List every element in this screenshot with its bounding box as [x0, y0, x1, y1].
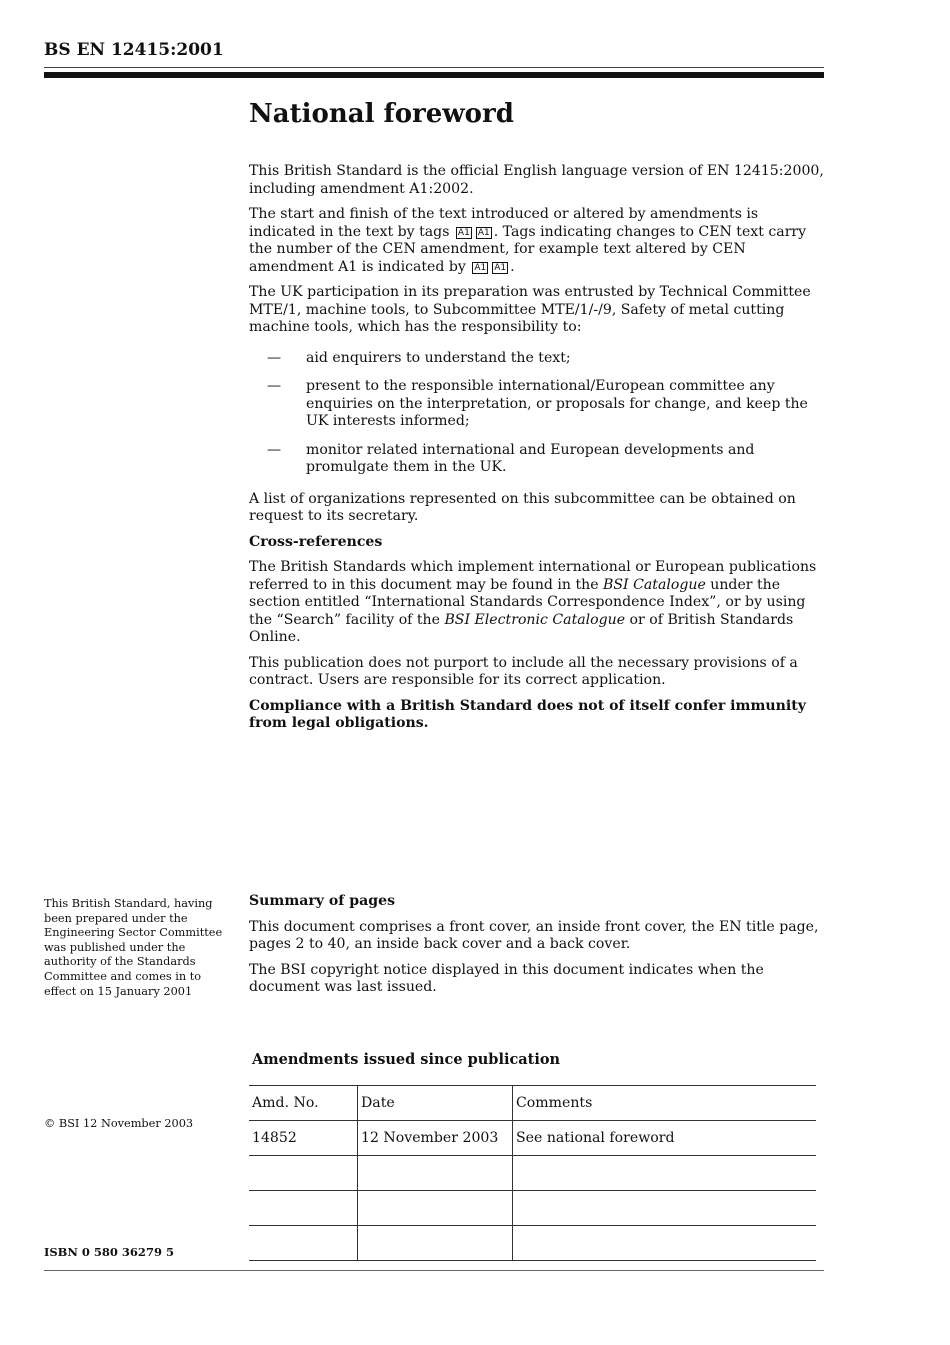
summary-paragraph-1: This document comprises a front cover, an inside front cover, the EN title page, pages 2 to 40, an inside back cover and a back cover.: [249, 918, 819, 952]
intro-p2-part-b: . Tags indicating changes to CEN text carry the number of the CEN amendment, for example text altered by CEN amendment A1 is indicated by: [249, 223, 807, 275]
table-cell: [249, 1156, 358, 1191]
table-cell: [249, 1226, 358, 1261]
footer-rule: [44, 1270, 824, 1271]
amendments-table: [249, 1085, 816, 1261]
dash-bullet: —: [267, 349, 282, 366]
table-cell: [513, 1226, 817, 1261]
summary-heading: Summary of pages: [249, 893, 396, 909]
header-thick-rule: [44, 72, 824, 78]
list-item-text: present to the responsible international/European committee any enquiries on the interpretation, or proposals for change, and keep the UK interests informed;: [306, 378, 808, 429]
dash-bullet: —: [267, 441, 282, 458]
table-cell: See national foreword: [513, 1121, 817, 1156]
table-cell: 12 November 2003: [358, 1121, 513, 1156]
table-cell: [249, 1191, 358, 1226]
amendment-close-tag-icon: A1: [494, 262, 507, 273]
intro-paragraph-1: This British Standard is the official English language version of EN 12415:2000, including amendment A1:2002.: [249, 163, 824, 197]
table-header-row: [249, 1086, 816, 1121]
amendment-open-tag-icon: A1: [457, 227, 470, 238]
list-item-text: monitor related international and European developments and promulgate them in the UK.: [306, 441, 755, 475]
list-item: [249, 350, 824, 368]
responsibility-list: [249, 350, 824, 477]
table-cell: [513, 1191, 817, 1226]
column-header-date: Date: [358, 1086, 513, 1121]
column-header-comments: Comments: [513, 1086, 817, 1121]
bsi-electronic-catalogue-title: BSI Electronic Catalogue: [444, 611, 626, 628]
amendment-open-tag-icon: A1: [474, 262, 487, 273]
summary-of-pages: [249, 893, 824, 1005]
bsi-catalogue-title: BSI Catalogue: [603, 576, 706, 593]
document-identifier: BS EN 12415:2001: [44, 40, 224, 60]
table-row: [249, 1156, 816, 1191]
dash-bullet: —: [267, 378, 282, 394]
compliance-statement: Compliance with a British Standard does not of itself confer immunity from legal obligations.: [249, 697, 806, 731]
cross-references-heading: Cross-references: [249, 533, 383, 550]
amendment-close-tag-icon: A1: [477, 227, 490, 238]
intro-paragraph-3: The UK participation in its preparation was entrusted by Technical Committee MTE/1, machine tools, to Subcommittee MTE/1/-/9, Safety of metal cutting machine tools, which has the responsibility to:: [249, 284, 811, 335]
table-row: [249, 1191, 816, 1226]
summary-paragraph-2: The BSI copyright notice displayed in this document indicates when the document was last issued.: [249, 961, 764, 995]
cross-ref-text: The British Standards which implement international or European publications referred to in this document may be found in the: [249, 559, 817, 593]
column-header-amd-no: Amd. No.: [249, 1086, 358, 1121]
intro-p2-part-c: .: [510, 258, 515, 275]
cross-ref-text: under the section entitled “International Standards Correspondence Index”, or by using the “Search” facility of the: [249, 576, 806, 628]
intro-paragraph-2: [249, 206, 824, 276]
effective-date-note: This British Standard, having been prepared under the Engineering Sector Committee was published under the authority of the Standards Committee and comes in to effect on 15 January 2001: [44, 897, 223, 998]
table-cell: [358, 1226, 513, 1261]
amendments-table-title: Amendments issued since publication: [252, 1051, 561, 1068]
intro-p2-part-a: The start and finish of the text introduced or altered by amendments is indicated in the text by tags: [249, 206, 759, 240]
cross-ref-text: or of British Standards Online.: [249, 611, 794, 645]
table-cell: [358, 1191, 513, 1226]
contract-paragraph: This publication does not purport to include all the necessary provisions of a contract. Users are responsible for its correct application.: [249, 654, 798, 688]
foreword-body: [249, 163, 824, 741]
list-item: [249, 378, 824, 431]
page-title: National foreword: [249, 99, 514, 129]
list-item: [249, 442, 824, 477]
header-thin-rule: [44, 67, 824, 68]
table-cell: [513, 1156, 817, 1191]
cross-references-paragraph: [249, 559, 824, 647]
isbn-number: ISBN 0 580 36279 5: [44, 1245, 174, 1259]
table-row: [249, 1121, 816, 1156]
organizations-paragraph: A list of organizations represented on this subcommittee can be obtained on request to its secretary.: [249, 490, 796, 524]
table-row: [249, 1226, 816, 1261]
table-cell: 14852: [249, 1121, 358, 1156]
table-cell: [358, 1156, 513, 1191]
list-item-text: aid enquirers to understand the text;: [306, 349, 571, 366]
copyright-notice: © BSI 12 November 2003: [44, 1117, 194, 1130]
